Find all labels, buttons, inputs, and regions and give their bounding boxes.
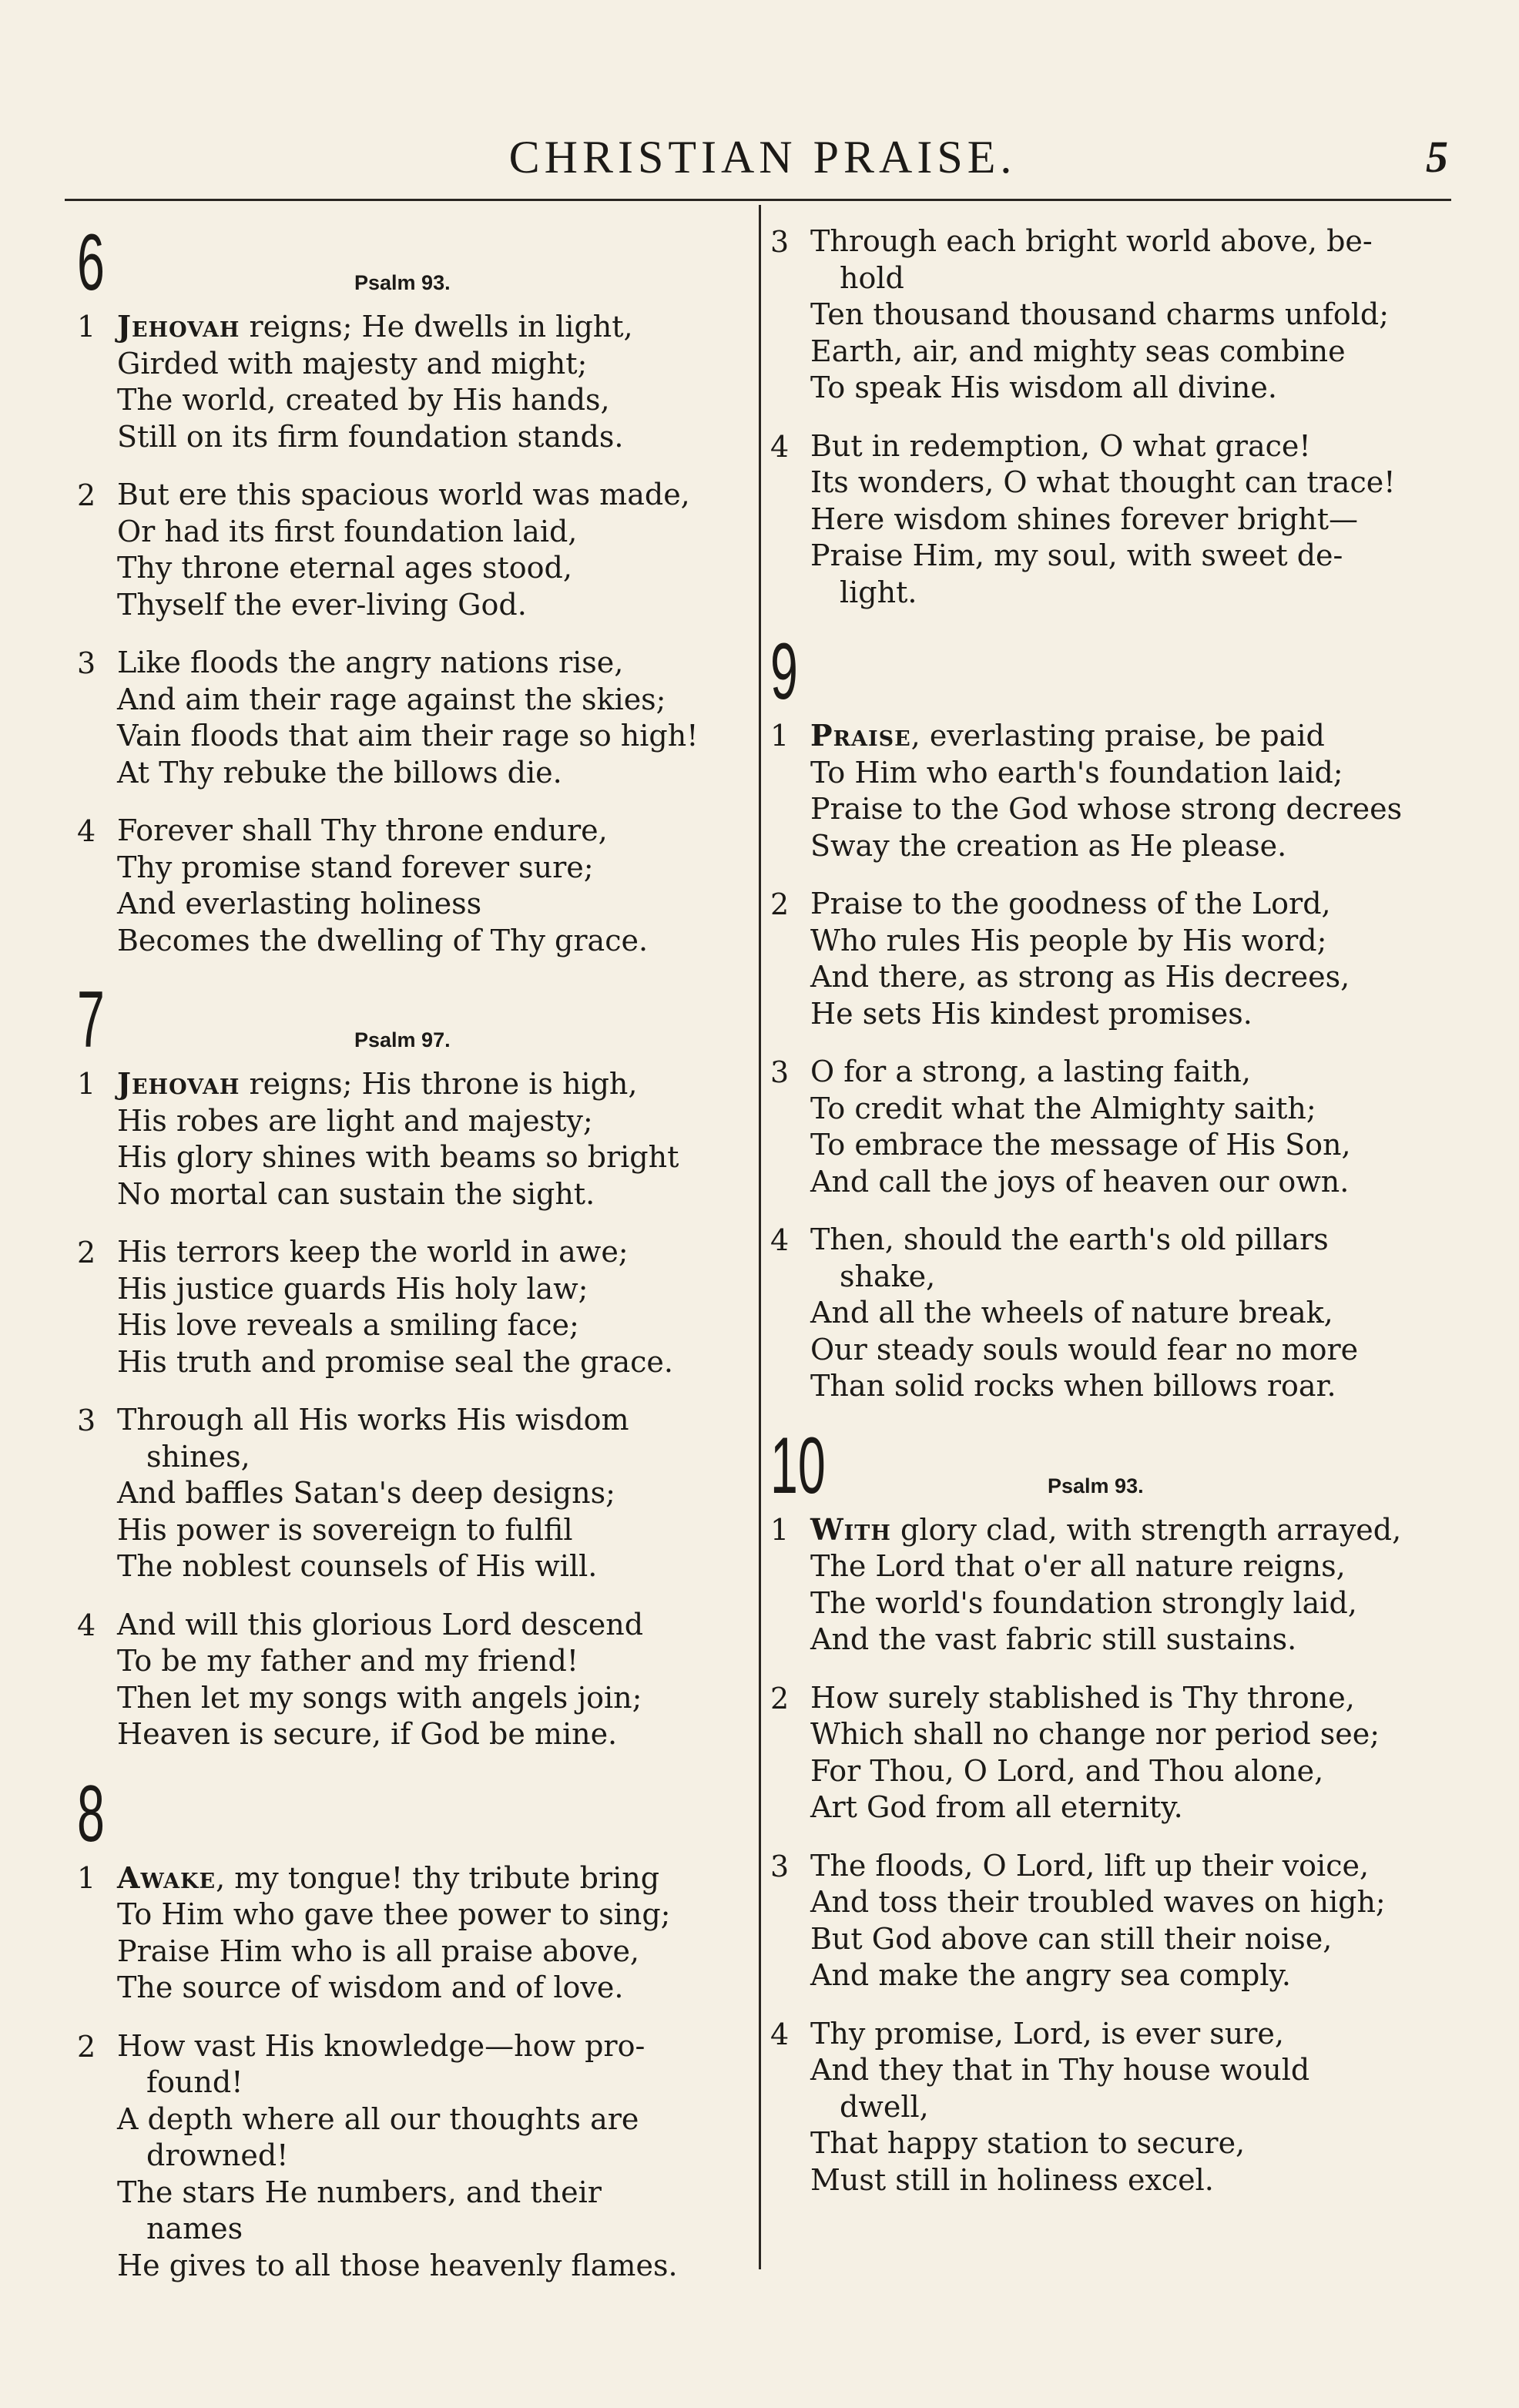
verse-line-continuation: light. — [840, 575, 917, 609]
hymn-source: Psalm 93. — [354, 271, 451, 294]
stanza — [77, 477, 747, 623]
verse-line: The world, created by His hands, — [117, 383, 610, 417]
first-word: Praise — [810, 718, 911, 753]
verse-line-continuation: found! — [146, 2065, 243, 2099]
verse-line: Still on its firm foundation stands. — [117, 419, 624, 454]
verse-line: Through each bright world above, be- — [810, 224, 1373, 258]
hymn-number: 10 — [770, 1420, 826, 1511]
verse-line: Girded with majesty and might; — [117, 346, 588, 381]
first-word: Jehovah — [117, 1066, 240, 1101]
verse-line: The Lord that o'er all nature reigns, — [810, 1549, 1346, 1583]
stanza — [770, 1848, 1448, 1994]
verse-line: Which shall no change nor period see; — [810, 1717, 1380, 1751]
first-word: Awake — [117, 1860, 216, 1895]
verse-line: And there, as strong as His decrees, — [810, 960, 1350, 994]
hymn-number: 8 — [77, 1769, 105, 1859]
stanza-number: 1 — [770, 1512, 790, 1547]
verse-line: Praise to the goodness of the Lord, — [810, 887, 1331, 921]
hymn-heading — [770, 627, 1448, 717]
verse-line: And they that in Thy house would — [810, 2053, 1310, 2087]
page-number: 5 — [1426, 132, 1448, 182]
hymn-10 — [770, 1420, 1448, 2199]
hymn-number: 6 — [77, 218, 105, 307]
verse-line: The noblest counsels of His will. — [117, 1549, 598, 1583]
hymn-6 — [77, 218, 747, 959]
verse-line: Becomes the dwelling of Thy grace. — [117, 923, 649, 957]
hymn-continued — [770, 223, 1448, 611]
stanza-number: 1 — [77, 1860, 96, 1895]
verse-line — [117, 308, 747, 346]
verse-line: To embrace the message of His Son, — [810, 1128, 1351, 1162]
verse-line: Or had its first foundation laid, — [117, 514, 578, 548]
stanza — [770, 1680, 1448, 1826]
stanza-number: 4 — [77, 814, 96, 848]
first-word: Jehovah — [117, 309, 240, 344]
stanza — [77, 1860, 747, 2007]
hymn-source: Psalm 97. — [354, 1028, 451, 1051]
verse-line: To speak His wisdom all divine. — [810, 371, 1277, 404]
stanza — [770, 1222, 1448, 1405]
verse-line: A depth where all our thoughts are — [117, 2101, 639, 2136]
stanza — [77, 1402, 747, 1585]
stanza-number: 3 — [77, 646, 96, 680]
stanza-number: 2 — [77, 2029, 96, 2064]
verse-line: Praise Him who is all praise above, — [117, 1933, 640, 1968]
verse-line: But ere this spacious world was made, — [117, 478, 690, 511]
line-text: reigns; His throne is high, — [240, 1067, 638, 1101]
verse-line: And aim their rage against the skies; — [117, 682, 666, 716]
column-divider — [759, 205, 761, 2269]
verse-line: His power is sovereign to fulfil — [117, 1512, 573, 1547]
stanza — [770, 886, 1448, 1032]
hymn-heading — [770, 1420, 1448, 1511]
verse-line — [810, 717, 1448, 755]
header-rule — [65, 199, 1451, 201]
stanza — [770, 1054, 1448, 1200]
verse-line-continuation: shines, — [146, 1439, 250, 1474]
verse-line: But in redemption, O what grace! — [810, 428, 1311, 463]
stanza-number: 3 — [77, 1404, 96, 1437]
hymn-heading — [77, 975, 747, 1065]
verse-line: At Thy rebuke the billows die. — [117, 755, 562, 790]
stanza — [770, 223, 1448, 407]
stanza — [770, 1511, 1448, 1658]
verse-line: But God above can still their noise, — [810, 1921, 1333, 1956]
verse-line-continuation: drowned! — [146, 2138, 289, 2172]
verse-line: His robes are light and majesty; — [117, 1103, 593, 1138]
verse-line: O for a strong, a lasting faith, — [810, 1055, 1251, 1088]
left-column — [77, 218, 747, 2306]
verse-line: He sets His kindest promises. — [810, 996, 1252, 1031]
verse-line: The world's foundation strongly laid, — [810, 1585, 1357, 1620]
running-head: CHRISTIAN PRAISE. — [508, 132, 1017, 183]
verse-line: That happy station to secure, — [810, 2126, 1246, 2160]
verse-line: Thy throne eternal ages stood, — [117, 551, 572, 585]
verse-line: To be my father and my friend! — [117, 1644, 579, 1678]
verse-line: Here wisdom shines forever bright— — [810, 501, 1359, 536]
verse-line: Our steady souls would fear no more — [810, 1332, 1359, 1367]
stanza — [770, 428, 1448, 612]
stanza-number: 2 — [770, 1681, 790, 1715]
verse-line: To credit what the Almighty saith; — [810, 1091, 1316, 1125]
verse-line: Must still in holiness excel. — [810, 2162, 1214, 2197]
stanza — [77, 1234, 747, 1380]
verse-line — [117, 1065, 747, 1103]
stanza-number: 3 — [770, 1055, 790, 1089]
verse-line: His glory shines with beams so bright — [117, 1140, 679, 1174]
hymn-9 — [770, 627, 1448, 1405]
verse-line: His truth and promise seal the grace. — [117, 1344, 673, 1379]
verse-line: His terrors keep the world in awe; — [117, 1235, 629, 1269]
verse-line: Then let my songs with angels join; — [117, 1680, 642, 1715]
verse-line-continuation: names — [146, 2212, 243, 2245]
verse-line: Then, should the earth's old pillars — [810, 1222, 1329, 1256]
verse-line: And will this glorious Lord descend — [117, 1607, 644, 1642]
line-text: reigns; He dwells in light, — [240, 310, 633, 344]
hymn-heading — [77, 218, 747, 308]
hymn-heading — [77, 1769, 747, 1860]
stanza — [77, 1607, 747, 1753]
verse-line — [810, 1511, 1448, 1549]
hymn-number: 7 — [77, 975, 105, 1065]
verse-line: Its wonders, O what thought can trace! — [810, 465, 1396, 499]
stanza — [770, 717, 1448, 864]
verse-line: No mortal can sustain the sight. — [117, 1176, 595, 1211]
verse-line: The stars He numbers, and their — [117, 2175, 602, 2209]
verse-line: Sway the creation as He please. — [810, 828, 1287, 863]
verse-line: The source of wisdom and of love. — [117, 1970, 624, 2004]
verse-line: His love reveals a smiling face; — [117, 1308, 579, 1342]
verse-line: And the vast fabric still sustains. — [810, 1622, 1297, 1656]
stanza-number: 2 — [77, 1236, 96, 1269]
stanza-number: 2 — [77, 478, 96, 512]
verse-line: Thy promise stand forever sure; — [117, 850, 594, 884]
verse-line: He gives to all those heavenly flames. — [117, 2248, 678, 2282]
stanza-number: 2 — [770, 887, 790, 921]
line-text: , my tongue! thy tribute bring — [216, 1860, 660, 1895]
hymn-8 — [77, 1769, 747, 2285]
verse-line: And call the joys of heaven our own. — [810, 1164, 1350, 1199]
verse-line: Praise to the God whose strong decrees — [810, 792, 1403, 826]
stanza-number: 4 — [77, 1608, 96, 1642]
verse-line: Ten thousand thousand charms unfold; — [810, 297, 1390, 331]
verse-line-continuation: dwell, — [840, 2089, 929, 2124]
stanza — [77, 1065, 747, 1212]
verse-line: Art God from all eternity. — [810, 1790, 1183, 1824]
verse-line: And everlasting holiness — [117, 887, 482, 921]
stanza — [77, 2028, 747, 2285]
stanza — [77, 645, 747, 791]
page-header — [77, 131, 1448, 193]
stanza-number: 3 — [770, 225, 790, 259]
verse-line-continuation: hold — [840, 260, 904, 295]
verse-line: Praise Him, my soul, with sweet de- — [810, 538, 1343, 572]
verse-line: The floods, O Lord, lift up their voice, — [810, 1848, 1370, 1883]
line-text: glory clad, with strength arrayed, — [890, 1512, 1402, 1547]
verse-line: Who rules His people by His word; — [810, 923, 1327, 957]
stanza-number: 1 — [77, 310, 96, 344]
hymn-number: 9 — [770, 627, 798, 716]
verse-line: Thy promise, Lord, is ever sure, — [810, 2016, 1284, 2051]
verse-line: His justice guards His holy law; — [117, 1271, 588, 1306]
verse-line: To Him who gave thee power to sing; — [117, 1897, 671, 1931]
verse-line: To Him who earth's foundation laid; — [810, 755, 1343, 790]
verse-line: How vast His knowledge—how pro- — [117, 2028, 645, 2063]
stanza-number: 4 — [770, 2017, 790, 2051]
stanza-number: 4 — [770, 1223, 790, 1257]
verse-line: And all the wheels of nature break, — [810, 1296, 1333, 1330]
hymn-7 — [77, 975, 747, 1753]
verse-line: And make the angry sea comply. — [810, 1958, 1291, 1992]
verse-line: Vain floods that aim their rage so high! — [117, 719, 699, 753]
verse-line: And toss their troubled waves on high; — [810, 1885, 1386, 1919]
stanza-number: 4 — [770, 429, 790, 464]
stanza — [770, 2016, 1448, 2199]
verse-line: And baffles Satan's deep designs; — [117, 1476, 615, 1510]
verse-line: For Thou, O Lord, and Thou alone, — [810, 1753, 1324, 1788]
line-text: , everlasting praise, be paid — [910, 719, 1325, 753]
verse-line: Than solid rocks when billows roar. — [810, 1369, 1336, 1403]
verse-line: Like floods the angry nations rise, — [117, 646, 624, 679]
hymn-source: Psalm 93. — [1048, 1474, 1144, 1497]
stanza — [77, 308, 747, 455]
verse-line: How surely stablished is Thy throne, — [810, 1680, 1355, 1715]
verse-line: Through all His works His wisdom — [117, 1403, 629, 1437]
verse-line: Forever shall Thy throne endure, — [117, 813, 608, 847]
stanza-number: 1 — [770, 719, 790, 753]
stanza — [77, 813, 747, 959]
verse-line: Thyself the ever-living God. — [117, 587, 527, 622]
verse-line: Heaven is secure, if God be mine. — [117, 1717, 618, 1751]
first-word: With — [810, 1511, 891, 1547]
verse-line — [117, 1860, 747, 1897]
stanza-number: 1 — [77, 1067, 96, 1101]
verse-line: Earth, air, and mighty seas combine — [810, 334, 1346, 368]
verse-line-continuation: shake, — [840, 1259, 936, 1293]
stanza-number: 3 — [770, 1849, 790, 1883]
right-column — [770, 223, 1448, 2220]
